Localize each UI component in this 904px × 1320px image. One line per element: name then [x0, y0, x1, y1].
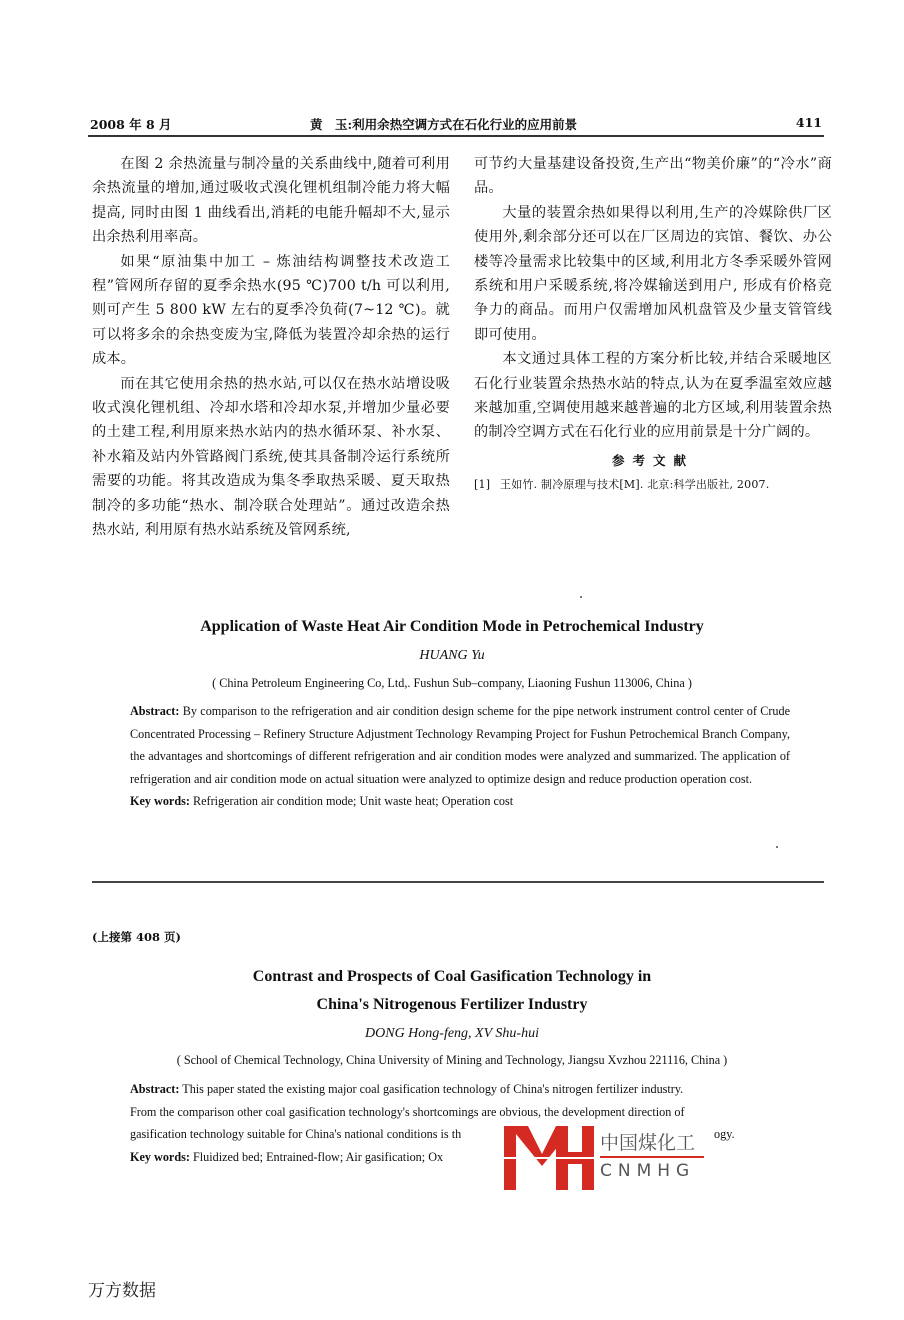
reference-item: [474, 475, 832, 495]
header-date: 2008 年 8 月: [90, 117, 172, 132]
reference-number: [1]: [474, 477, 491, 491]
paragraph: 在图 2 余热流量与制冷量的关系曲线中,随着可利用余热流量的增加,通过吸收式溴化锂机组制冷能力将大幅提高, 同时由图 1 曲线看出,消耗的电能升幅却不大,显示出余热利用率高。: [92, 156, 450, 246]
references-heading: 参考文献: [611, 452, 694, 468]
paragraph: 本文通过具体工程的方案分析比较,并结合采暖地区石化行业装置余热热水站的特点,认为在夏季温室效应越来越加重,空调使用越来越普遍的北方区域,利用装置余热的制冷空调方式在石化行业的应用前景是十分广阔的。: [474, 351, 832, 441]
continued-note: (上接第 408 页): [92, 930, 181, 944]
mh-logo-icon: [500, 1126, 596, 1190]
scan-speck: [580, 596, 582, 598]
abstract-line: From the comparison other coal gasification technology's shortcomings are obvious, the development direction of: [130, 1104, 685, 1119]
paragraph: 如果“原油集中加工 – 炼油结构调整技术改造工程”管网所存留的夏季余热水(95 ℃)700 t/h 可以利用,则可产生 5 800 kW 左右的夏季冷负荷(7~12 ℃)。就可以将多余的余热变废为宝,降低为装置冷却余热的运行成本。: [92, 253, 450, 368]
paragraph: 大量的装置余热如果得以利用,生产的冷媒除供厂区使用外,剩余部分还可以在厂区周边的宾馆、餐饮、办公楼等冷量需求比较集中的区域,利用北方冬季采暖外管网系统和用户采暖系统,将冷媒输送到用户, 形成有价格竞争力的商品。而用户仅需增加风机盘管及少量支管管线即可使用。: [474, 204, 832, 343]
running-title: 黄 玉:利用余热空调方式在石化行业的应用前景: [310, 117, 578, 132]
logo-english-text: CNMHG: [600, 1161, 696, 1181]
abstract-text-end: ogy.: [714, 1127, 735, 1141]
english-affiliation: ( School of Chemical Technology, China University of Mining and Technology, Jiangsu Xvzhou 221116, China ): [176, 1053, 728, 1067]
abstract-text: This paper stated the existing major coal gasification technology of China's nitrogen fertilizer industry.: [182, 1082, 684, 1096]
english-title-line2: China's Nitrogenous Fertilizer Industry: [316, 996, 588, 1013]
source-footer: 万方数据: [88, 1281, 156, 1301]
paragraph-continuation: 可节约大量基建设备投资,生产出“物美价廉”的“冷水”商品。: [474, 156, 832, 197]
header-rule: [88, 135, 824, 137]
abstract: [130, 700, 790, 790]
keywords-label: Key words:: [130, 794, 190, 808]
english-authors: DONG Hong-feng, XV Shu-hui: [365, 1026, 539, 1041]
keywords-text: Fluidized bed; Entrained-flow; Air gasification; Ox: [192, 1149, 444, 1164]
left-column: [92, 152, 450, 543]
abstract-text: By comparison to the refrigeration and air condition design scheme for the pipe network instrument control center of Crude Concentrated Processing – Refinery Structure Adjustment Technology Revamping Project for Fushun Petrochemical Branch Company, the advantages and shortcomings of different refrigeration and air condition modes were analyzed and summarized. The application of refrigeration and air condition mode on actual situation were analyzed to optimize design and reduce production operation cost.: [130, 704, 790, 786]
english-title: Contrast and Prospects of Coal Gasification Technology in: [252, 968, 652, 985]
right-column: [474, 152, 832, 495]
logo-divider: [600, 1156, 704, 1158]
english-affiliation: ( China Petroleum Engineering Co, Ltd,. Fushun Sub–company, Liaoning Fushun 113006, China ): [212, 676, 692, 690]
logo-chinese-text: 中国煤化工: [600, 1132, 696, 1154]
section-divider: [92, 881, 824, 883]
abstract-text-start: gasification technology suitable for China's national conditions is th: [130, 1127, 462, 1141]
keywords-text: Refrigeration air condition mode; Unit waste heat; Operation cost: [192, 794, 514, 808]
abstract-label: Abstract:: [130, 704, 180, 718]
english-title: Application of Waste Heat Air Condition Mode in Petrochemical Industry: [200, 618, 704, 635]
keywords-label: Key words:: [130, 1149, 190, 1164]
abstract-label: Abstract:: [130, 1082, 180, 1096]
page-number: 411: [795, 115, 822, 130]
abstract-line: [130, 1078, 790, 1101]
english-author: HUANG Yu: [419, 648, 485, 663]
reference-text: 王如竹. 制冷原理与技术[M]. 北京:科学出版社, 2007.: [500, 477, 770, 491]
english-abstract-block: [130, 700, 790, 813]
paragraph: 而在其它使用余热的热水站,可以仅在热水站增设吸收式溴化锂机组、冷却水塔和冷却水泵,并增加少量必要的土建工程,利用原来热水站内的热水循环泵、补水泵、补水箱及站内外管路阀门系统,使其具备制冷运行系统所需要的功能。将其改造成为集冬季取热采暖、夏天取热制冷的多功能“热水、制冷联合处理站”。通过改造余热热水站, 利用原有热水站系统及管网系统,: [92, 375, 450, 539]
keywords: [130, 790, 790, 813]
cnmhg-watermark-logo: [500, 1126, 710, 1190]
scan-speck: [776, 846, 778, 848]
